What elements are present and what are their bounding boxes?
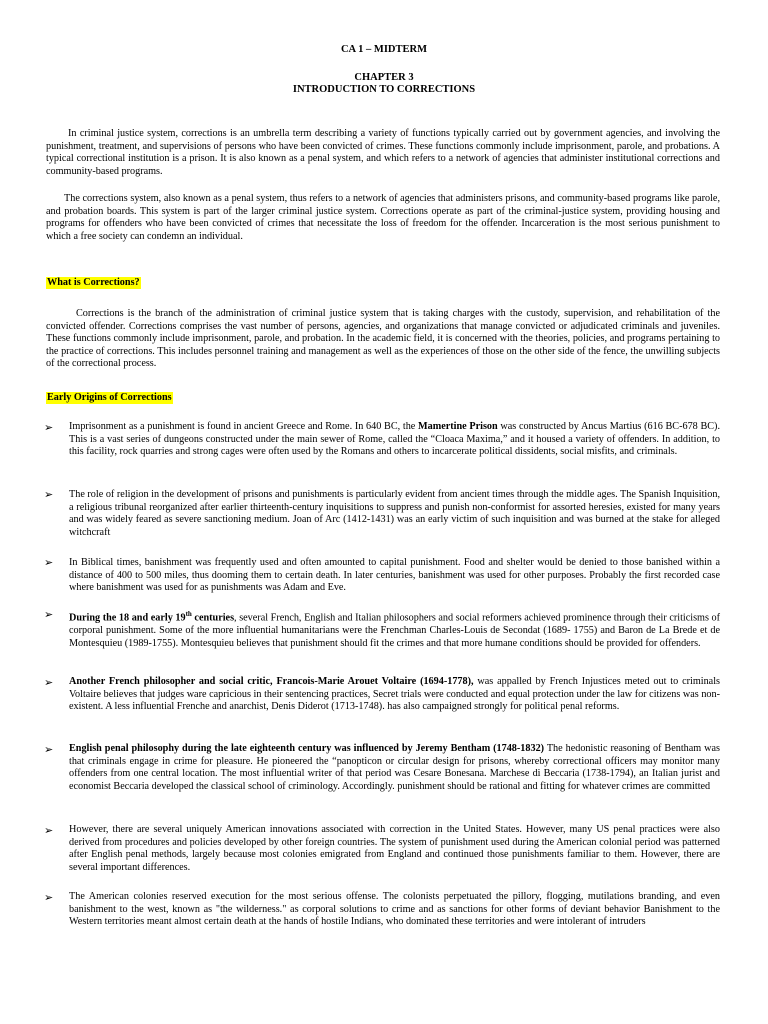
bullet-6-bold: English penal philosophy during the late eighteenth century was influenced by Jeremy Bentham (1748-1832) bbox=[69, 743, 545, 754]
bullet-4-bold-b: centuries bbox=[191, 612, 235, 624]
bullet-6-text: The hedonistic reasoning of Bentham was that criminals engage in crime for pleasure. He pioneered the “panopticon or circular design for prisons, whereby correctional officers may monitor many offenders from one central location. The most influential writer of that period was Cesare Bonesana. Marchese di Beccaria (1738-1794), an Italian jurist and economist Beccaria developed the classical school of criminology. Accordingly. punishment should be rational and fitting for whatever crimes are committed bbox=[69, 743, 720, 792]
intro-paragraph-1: In criminal justice system, corrections is an umbrella term describing a variety of functions typically carried out by government agencies, and involving the punishment, treatment, and supervisions of persons who have been convicted of crimes. These functions commonly include imprisonment, parole, and probations. A typical correctional institution is a prison. It is also known as a penal system, and which refers to a network of agencies that administer institutional corrections and community-based programs. bbox=[46, 128, 720, 177]
arrow-bullet-icon: ➢ bbox=[44, 422, 54, 434]
chapter-label: CHAPTER 3 bbox=[354, 72, 414, 83]
what-is-corrections-paragraph: Corrections is the branch of the administration of criminal justice system that is taking charges with the custody, supervision, and rehabilitation of the convicted offender. Corrections comprises the vast number of persons, agencies, and organizations that manage convicted or adjudicated criminals and juveniles. These functions commonly include imprisonment, parole, and probation. In the academic field, it is concerned with the theories, policies, and programs pertaining to the practice of corrections. This includes personnel training and management as well as the experiences of those on the other side of the fence, the unwilling subjects of the correctional process. bbox=[46, 308, 720, 370]
course-title: CA 1 – MIDTERM bbox=[340, 44, 428, 55]
chapter-title: INTRODUCTION TO CORRECTIONS bbox=[292, 84, 476, 95]
arrow-bullet-icon: ➢ bbox=[44, 744, 54, 756]
arrow-bullet-icon: ➢ bbox=[44, 677, 54, 689]
bullet-1-bold: Mamertine Prison bbox=[418, 421, 498, 432]
origins-bullet-5 bbox=[69, 676, 720, 714]
origins-bullet-1 bbox=[69, 421, 720, 459]
origins-bullet-4 bbox=[69, 608, 720, 650]
section-heading-early-origins: Early Origins of Corrections bbox=[47, 392, 172, 403]
arrow-bullet-icon: ➢ bbox=[44, 892, 54, 904]
origins-bullet-8: The American colonies reserved execution for the most serious offense. The colonists perpetuated the pillory, flogging, mutilations branding, and even banishment to the west, known as "the wilderness." as corporal solutions to crime and as sanctions for other forms of deviant behavior Banishment to the Western territories meant almost certain death at the hands of hostile Indians, who dominated these territories and were intolerant of intruders bbox=[69, 891, 720, 928]
arrow-bullet-icon: ➢ bbox=[44, 489, 54, 501]
bullet-4-superscript: th bbox=[185, 610, 192, 618]
origins-bullet-7: However, there are several uniquely American innovations associated with correction in the United States. However, many US penal practices were also derived from procedures and policies developed by other foreign countries. The system of punishment used during the American colonial period was patterned after English penal methods, largely because most colonies emigrated from England and continued those punishments familiar to them. However, there are several important differences. bbox=[69, 824, 720, 873]
section-heading-what-is-corrections: What is Corrections? bbox=[47, 277, 140, 288]
origins-bullet-3: In Biblical times, banishment was frequently used and often amounted to capital punishment. Food and shelter would be denied to those banished within a distance of 400 to 500 miles, thus dooming them to certain death. In later centuries, banishment was used for other purposes. Probably the first recorded case where banishment was used for as punishments was Adam and Eve. bbox=[69, 557, 720, 594]
arrow-bullet-icon: ➢ bbox=[44, 825, 54, 837]
bullet-1-text-b: was constructed by Ancus Martius (616 BC-678 BC). This is a vast series of dungeons constructed under the main sewer of Rome, called the “Cloaca Maxima,” and it housed a variety of offenders. In addition, to this facility, rock quarries and strong cages were often used by the Romans and others to incarcerate political dissidents, social misfits, and criminals. bbox=[69, 421, 720, 458]
arrow-bullet-icon: ➢ bbox=[44, 557, 54, 569]
bullet-5-bold: Another French philosopher and social critic, Francois-Marie Arouet Voltaire (1694-1778), bbox=[69, 676, 474, 687]
bullet-4-text: , several French, English and Italian philosophers and social reformers achieved prominence through their criticisms of corporal punishment. Some of the more influential humanitarians were the Frenchman Charles-Louis de Secondat (1689- 1755) and Baron de La Brede et de Montesquieu (1989-1755). Montesquieu believes that punishment should fit the crimes and that more humane conditions should be provided for offenders. bbox=[69, 612, 721, 649]
bullet-5-text: was appalled by French Injustices meted out to criminals Voltaire believes that judges ware capricious in their sentencing practices, Secret trials were conducted and equal protection under the law for citizens was non-existent. A less influential Frenche and anarchist, Denis Diderot (1713-1748). has also campaigned strongly for political penal reforms. bbox=[69, 676, 720, 713]
origins-bullet-2: The role of religion in the development of prisons and punishments is particularly evident from ancient times through the middle ages. The Spanish Inquisition, a religious tribunal reorganized after earlier thirteenth-century inquisitions to suppress and punish non-conformist for assorted heresies, existed for many years and was widely feared as severe sanctioning medium. Joan of Arc (1412-1431) was an early victim of such inquisition and was burned at the stake for alleged witchcraft bbox=[69, 489, 720, 538]
intro-paragraph-2: The corrections system, also known as a penal system, thus refers to a network of agencies that administers prisons, and community-based programs like parole, and probation boards. This system is part of the larger criminal justice system. Corrections operate as part of the criminal-justice system, providing housing and programs for offenders who have been convicted of crimes that necessitate the loss of freedom for the offender. Incarceration is the most serious punishment to which a free society can condemn an individual. bbox=[46, 193, 720, 242]
origins-bullet-6 bbox=[69, 743, 720, 793]
bullet-1-text-a: Imprisonment as a punishment is found in ancient Greece and Rome. In 640 BC, the bbox=[69, 421, 419, 432]
bullet-4-bold-a: During the 18 and early 19 bbox=[69, 612, 186, 624]
arrow-bullet-icon: ➢ bbox=[44, 609, 54, 621]
